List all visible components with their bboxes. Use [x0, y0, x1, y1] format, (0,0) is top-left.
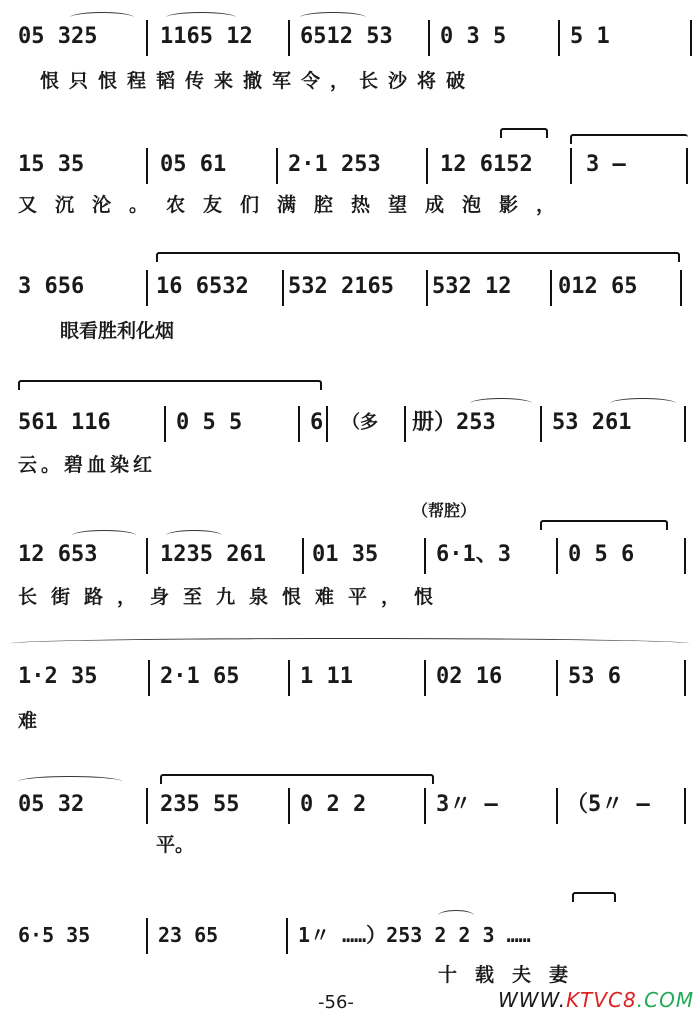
- barline: [146, 148, 148, 184]
- measure: 1〃 ……）253 2 2 3 ……: [298, 923, 531, 947]
- barline: [326, 406, 328, 442]
- measure: 05 325: [18, 24, 98, 49]
- measure: （5〃 —: [566, 792, 650, 817]
- barline: [288, 788, 290, 824]
- slur-mark: [70, 12, 134, 23]
- barline: [146, 270, 148, 306]
- slur-mark: [156, 252, 680, 262]
- notation-line: [0, 272, 700, 302]
- barline: [684, 788, 686, 824]
- lyric-line: 恨只恨程韬传来撤军令，长沙将破: [40, 70, 476, 92]
- measure: 16 6532: [156, 274, 249, 299]
- barline: [550, 270, 552, 306]
- lyric-line: 眼看胜利化烟: [60, 320, 175, 342]
- barline: [684, 660, 686, 696]
- slur-mark: [572, 892, 616, 902]
- measure: 1·2 35: [18, 664, 98, 689]
- measure: 53 261: [552, 410, 632, 435]
- lyric-line: 长街路，身至九泉恨难平，恨: [18, 586, 448, 608]
- notation-line: [0, 540, 700, 570]
- measure: 01 35: [312, 542, 379, 567]
- barline: [556, 538, 558, 574]
- measure: 05 61: [160, 152, 227, 177]
- measure: 561 116: [18, 410, 111, 435]
- slur-mark: [18, 380, 322, 390]
- slur-mark: [470, 398, 532, 409]
- watermark-prefix: WWW.: [498, 988, 567, 1012]
- measure: 3 656: [18, 274, 85, 299]
- slur-mark: [438, 910, 474, 921]
- slur-mark: [300, 12, 366, 23]
- barline: [286, 918, 288, 954]
- measure: 1 11: [300, 664, 353, 689]
- measure: 0 3 5: [440, 24, 507, 49]
- lyric-line: 难: [18, 710, 38, 732]
- page-number: -56-: [318, 992, 354, 1013]
- barline: [146, 538, 148, 574]
- watermark: [498, 988, 694, 1012]
- barline: [684, 538, 686, 574]
- slur-mark: [166, 530, 222, 541]
- measure: 6·1、3: [436, 542, 511, 567]
- barline: [556, 660, 558, 696]
- barline: [426, 270, 428, 306]
- barline: [164, 406, 166, 442]
- barline: [686, 148, 688, 184]
- measure: （多: [342, 412, 389, 433]
- measure: 册）253: [412, 410, 496, 435]
- slur-mark: [166, 12, 236, 23]
- barline: [288, 20, 290, 56]
- barline: [558, 20, 560, 56]
- barline: [424, 788, 426, 824]
- measure: 012 65: [558, 274, 638, 299]
- measure: 1165 12: [160, 24, 253, 49]
- barline: [684, 406, 686, 442]
- lyric-line: 平。: [156, 834, 195, 856]
- measure: 6·5 35: [18, 923, 91, 947]
- measure: 12 653: [18, 542, 98, 567]
- slur-mark: [72, 530, 136, 541]
- measure: 53 6: [568, 664, 621, 689]
- measure: 532 2165: [288, 274, 394, 299]
- slur-mark: [160, 774, 434, 784]
- measure: 532 12: [432, 274, 512, 299]
- measure: 3 —: [586, 152, 626, 177]
- notation-line: [0, 790, 700, 820]
- measure: 23 65: [158, 923, 219, 947]
- barline: [424, 660, 426, 696]
- slur-mark: [570, 134, 688, 144]
- barline: [540, 406, 542, 442]
- notation-line: [0, 22, 700, 52]
- barline: [146, 788, 148, 824]
- barline: [288, 660, 290, 696]
- measure: 15 35: [18, 152, 85, 177]
- barline: [146, 20, 148, 56]
- measure: 12 6152: [440, 152, 533, 177]
- barline: [148, 660, 150, 696]
- barline: [428, 20, 430, 56]
- barline: [146, 918, 148, 954]
- watermark-suffix: .COM: [636, 988, 695, 1012]
- measure: 3〃 —: [436, 792, 498, 817]
- measure: 0 5 6: [568, 542, 635, 567]
- notation-line: [0, 662, 700, 692]
- measure: 2·1 253: [288, 152, 381, 177]
- watermark-site: KTVC8: [566, 988, 637, 1012]
- slur-mark: [500, 128, 548, 138]
- slur-mark: [10, 638, 690, 649]
- slur-mark: [610, 398, 676, 409]
- barline: [570, 148, 572, 184]
- slur-mark: [540, 520, 668, 530]
- measure: 235 55: [160, 792, 240, 817]
- notation-line: [0, 150, 700, 180]
- measure: 0 5 5: [176, 410, 243, 435]
- chorus-annotation: （帮腔）: [412, 501, 477, 520]
- barline: [690, 20, 692, 56]
- barline: [424, 538, 426, 574]
- measure: 02 16: [436, 664, 503, 689]
- measure: 5 1: [570, 24, 610, 49]
- barline: [404, 406, 406, 442]
- barline: [282, 270, 284, 306]
- measure: 1235 261: [160, 542, 266, 567]
- measure: 2·1 65: [160, 664, 240, 689]
- measure: 05 32: [18, 792, 85, 817]
- measure: 0 2 2: [300, 792, 367, 817]
- barline: [426, 148, 428, 184]
- lyric-line: 云。碧血染红: [18, 454, 157, 476]
- barline: [680, 270, 682, 306]
- measure: 6512 53: [300, 24, 393, 49]
- barline: [276, 148, 278, 184]
- notation-line: [0, 408, 700, 438]
- notation-line: [0, 920, 700, 950]
- barline: [298, 406, 300, 442]
- barline: [556, 788, 558, 824]
- slur-mark: [18, 776, 122, 787]
- measure: 6: [310, 410, 324, 435]
- lyric-line: 又沉沦。农友们满腔热望成泡影，: [18, 194, 574, 216]
- barline: [302, 538, 304, 574]
- lyric-line: 十载夫妻: [438, 964, 587, 986]
